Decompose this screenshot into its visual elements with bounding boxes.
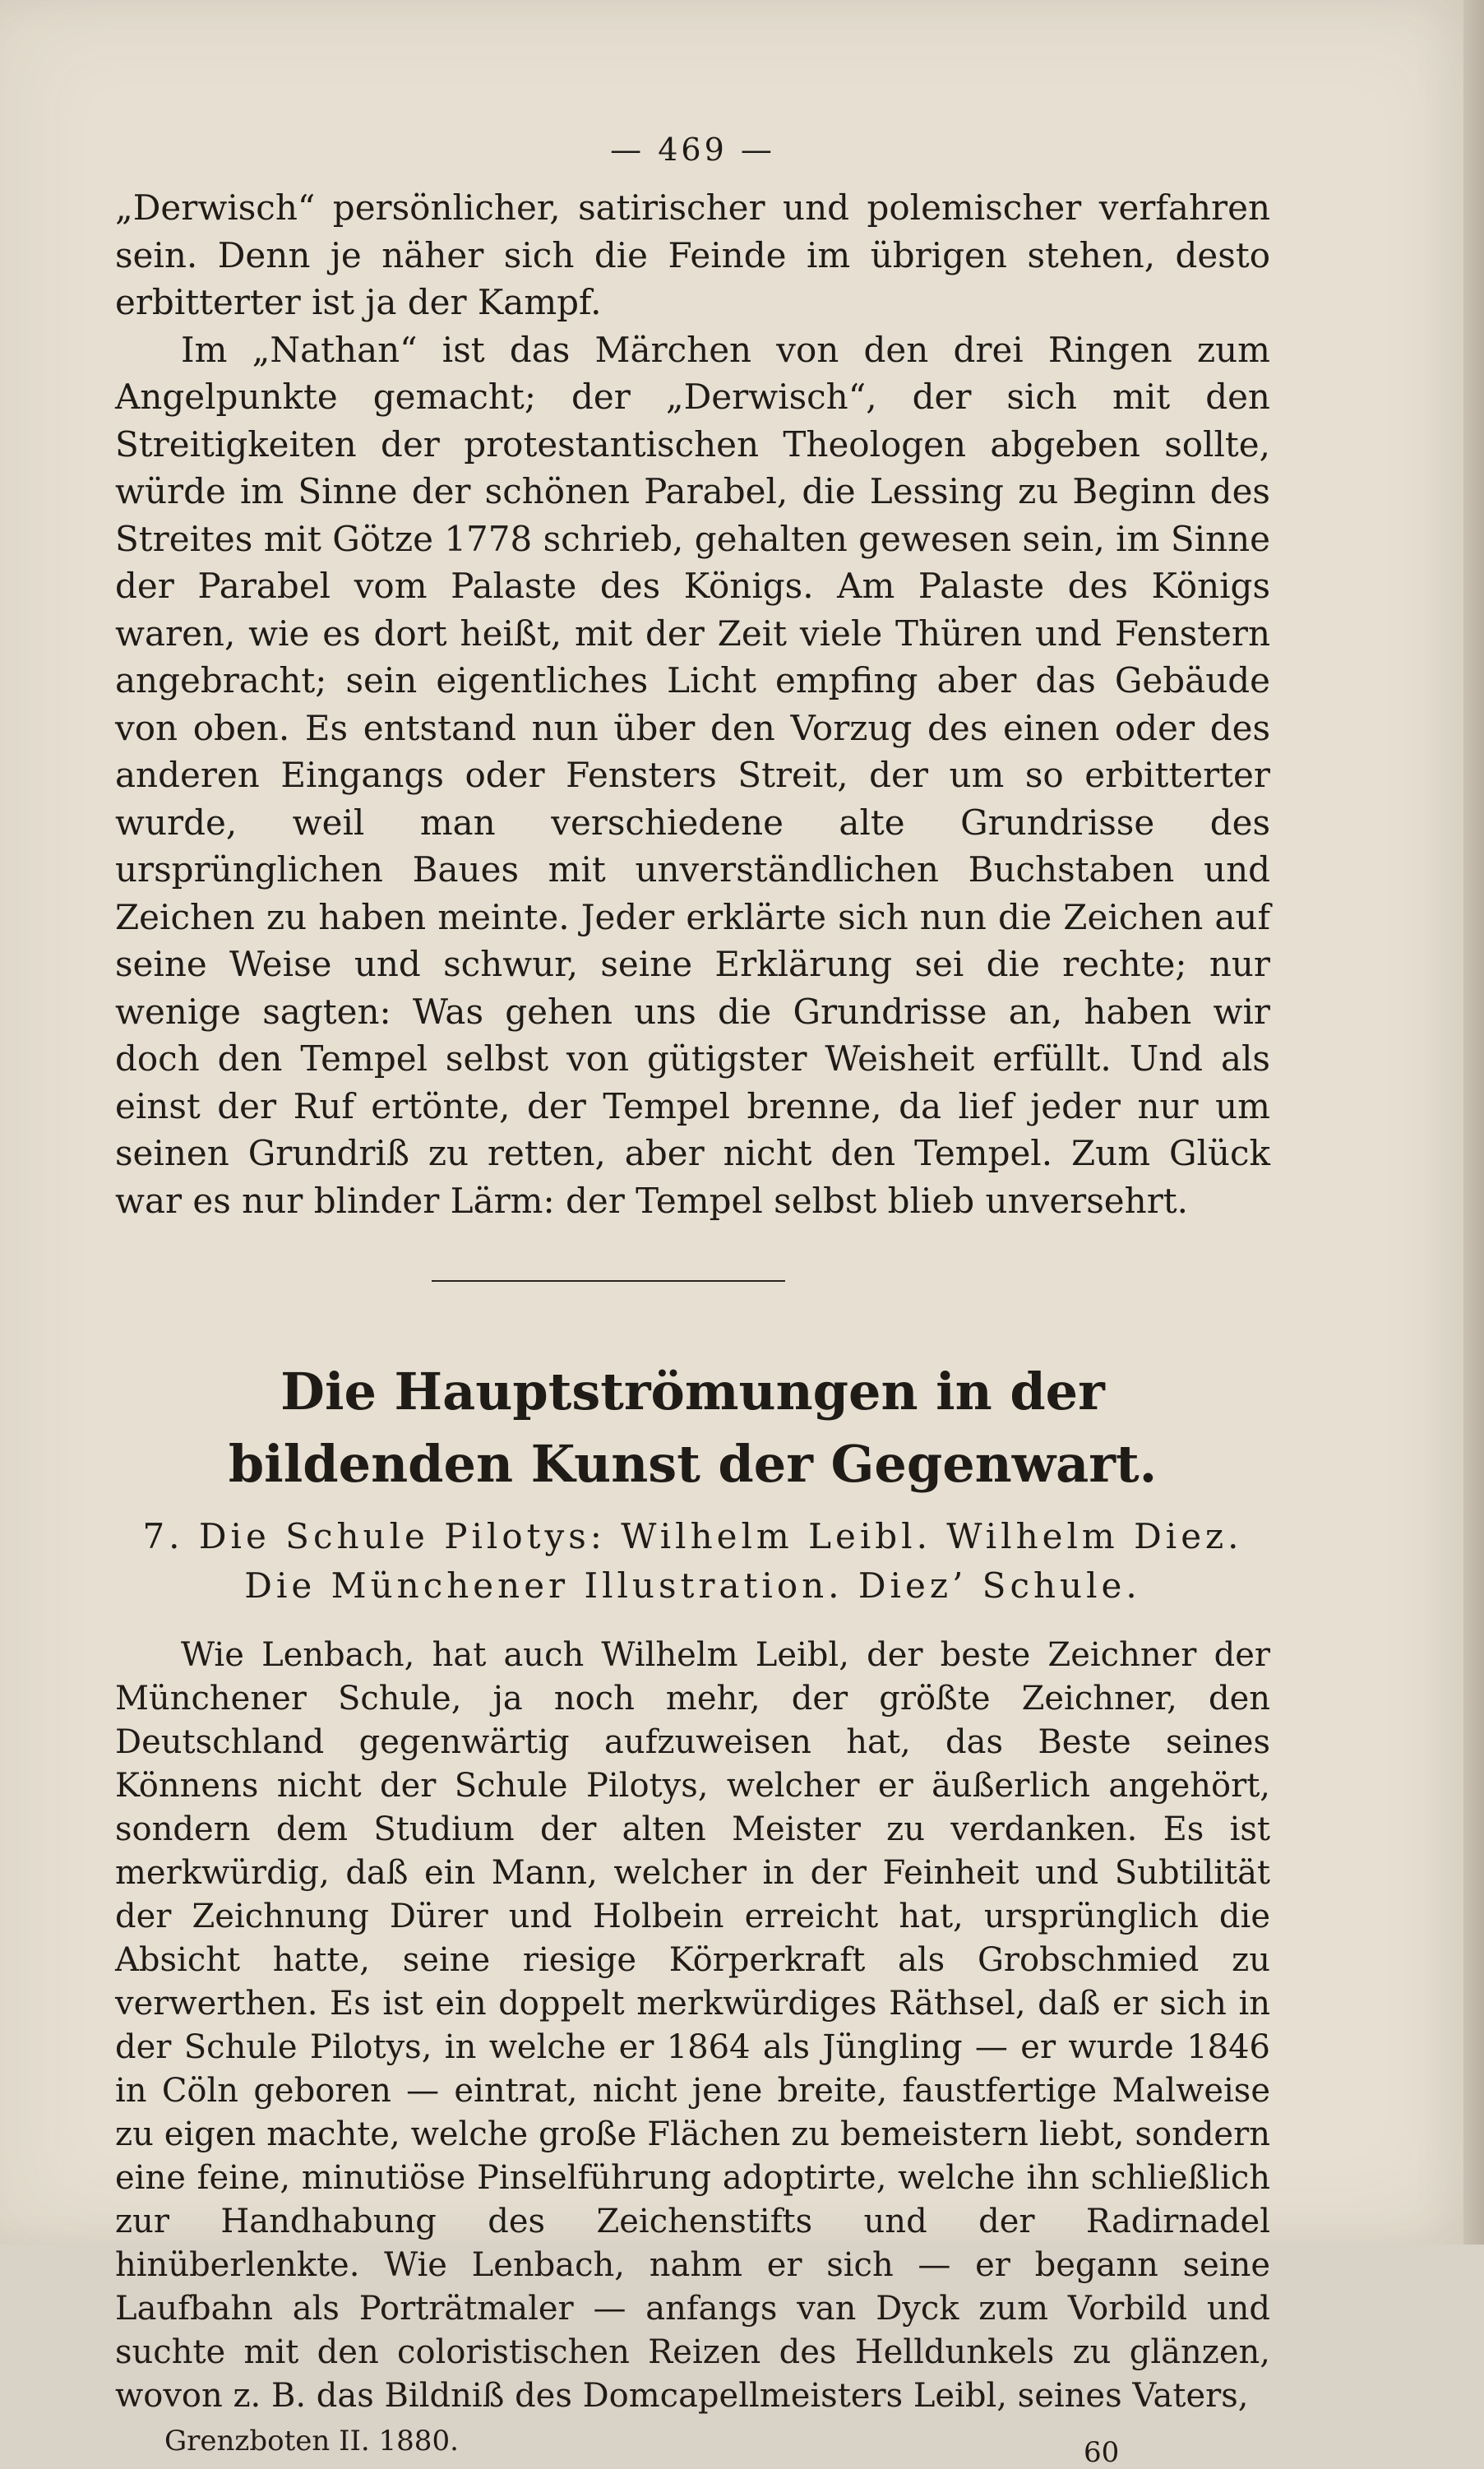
journal-source: Grenzboten II. 1880. (164, 2425, 459, 2457)
page-content (115, 132, 1270, 2469)
page-edge (1463, 0, 1484, 2245)
section-subtitle: 7. Die Schule Pilotys: Wilhelm Leibl. Wilhelm Diez. Die Münchener Illustration. Diez’ Schule. (142, 1516, 1243, 1606)
signature-mark: 60 (1084, 2436, 1120, 2469)
section-divider (432, 1280, 785, 1282)
article-paragraph: Wie Lenbach, hat auch Wilhelm Leibl, der beste Zeichner der Münchener Schule, ja noch mehr, der größte Zeichner, den Deutschland gegenwärtig aufzuweisen hat, das Beste seines Könnens nicht der Schule Pilotys, welcher er äußerlich angehört, sondern dem Studium der alten Meister zu verdanken. Es ist merkwürdig, daß ein Mann, welcher in der Feinheit und Subtilität der Zeichnung Dürer und Holbein erreicht hat, ursprünglich die Absicht hatte, seine riesige Körperkraft als Grobschmied zu verwerthen. Es ist ein doppelt merkwürdiges Räthsel, daß er sich in der Schule Pilotys, in welche er 1864 als Jüngling — er wurde 1846 in Cöln geboren — eintrat, nicht jene breite, faustfertige Malweise zu eigen machte, welche große Flächen zu bemeistern liebt, sondern eine feine, minutiöse Pinselführung adoptirte, welche ihn schließlich zur Handhabung des Zeichenstifts und der Radirnadel hinüberlenkte. Wie Lenbach, nahm er sich — er begann seine Laufbahn als Porträtmaler — anfangs van Dyck zum Vorbild und suchte mit den coloristischen Reizen des Helldunkels zu glänzen, wovon z. B. das Bildniß des Domcapellmeisters Leibl, seines Vaters, (115, 1636, 1270, 2415)
paragraph-1: „Derwisch“ persönlicher, satirischer und polemischer verfahren sein. Denn je näher sich die Feinde im übrigen stehen, desto erbitterter ist ja der Kampf. (115, 187, 1270, 322)
page-number: — 469 — (610, 132, 775, 168)
paragraph-2: Im „Nathan“ ist das Märchen von den drei Ringen zum Angelpunkte gemacht; der „Derwisch“, der sich mit den Streitigkeiten der protestantischen Theologen abgeben sollte, würde im Sinne der schönen Parabel, die Lessing zu Beginn des Streites mit Götze 1778 schrieb, gehalten gewesen sein, im Sinne der Parabel vom Palaste des Königs. Am Palaste des Königs waren, wie es dort heißt, mit der Zeit viele Thüren und Fenstern angebracht; sein eigentliches Licht empfing aber das Gebäude von oben. Es entstand nun über den Vorzug des einen oder des anderen Eingangs oder Fensters Streit, der um so erbitterter wurde, weil man verschiedene alte Grundrisse des ursprünglichen Baues mit unverständlichen Buchstaben und Zeichen zu haben meinte. Jeder erklärte sich nun die Zeichen auf seine Weise und schwur, seine Erklärung sei die rechte; nur wenige sagten: Was gehen uns die Grundrisse an, haben wir doch den Tempel selbst von gütigster Weisheit erfüllt. Und als einst der Ruf ertönte, der Tempel brenne, da lief jeder nur um seinen Grundriß zu retten, aber nicht den Tempel. Zum Glück war es nur blinder Lärm: der Tempel selbst blieb unversehrt. (115, 329, 1270, 1221)
section-title: Die Hauptströmungen in der bildenden Kunst der Gegenwart. (228, 1362, 1158, 1494)
page-footer (115, 2425, 1270, 2469)
